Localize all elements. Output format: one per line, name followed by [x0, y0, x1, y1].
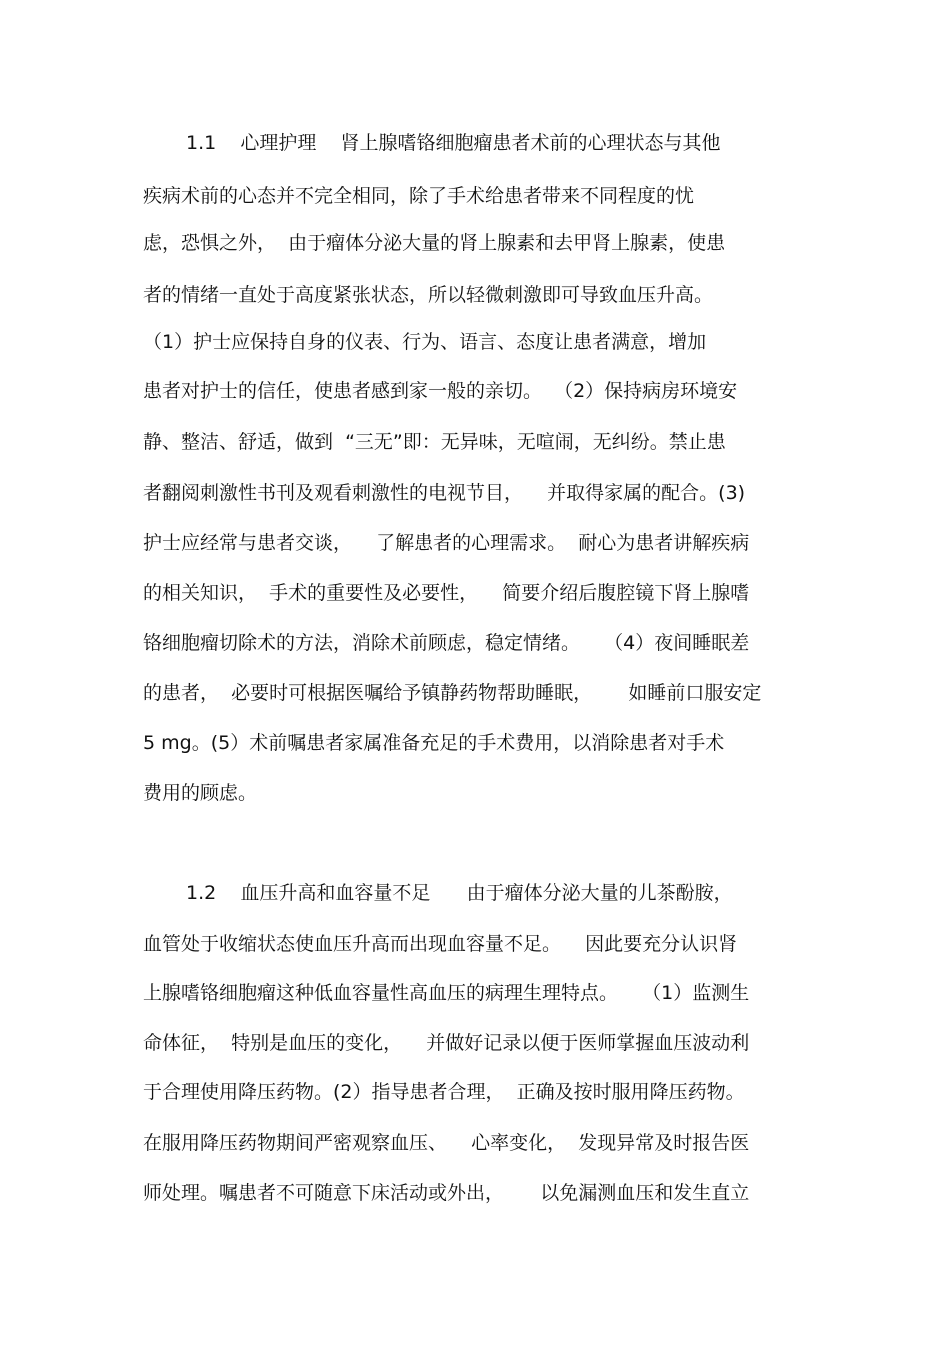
paragraph-line: 血管处于收缩状态使血压升高而出现血容量不足。 因此要充分认识肾: [143, 933, 738, 955]
paragraph-line: 者翻阅刺激性书刊及观看刺激性的电视节目， 并取得家属的配合。(3): [143, 482, 746, 504]
paragraph-line: 疾病术前的心态并不完全相同，除了手术给患者带来不同程度的忧: [143, 185, 695, 207]
paragraph-line: 的相关知识， 手术的重要性及必要性， 简要介绍后腹腔镜下肾上腺嗜: [143, 582, 750, 604]
paragraph-line: 5 mg。(5）术前嘱患者家属准备充足的手术费用，以消除患者对手术: [143, 732, 725, 754]
paragraph-line: 虑，恐惧之外， 由于瘤体分泌大量的肾上腺素和去甲肾上腺素，使患: [143, 232, 726, 254]
paragraph-line: 费用的顾虑。: [143, 782, 258, 804]
paragraph-line: （1）护士应保持自身的仪表、行为、语言、态度让患者满意，增加: [143, 331, 707, 353]
paragraph-line: 静、整洁、舒适，做到 “三无”即：无异味，无喧闹，无纠纷。禁止患: [143, 431, 726, 453]
paragraph-line: 1.2 血压升高和血容量不足 由于瘤体分泌大量的儿茶酚胺，: [186, 882, 733, 904]
paragraph-line: 护士应经常与患者交谈， 了解患者的心理需求。 耐心为患者讲解疾病: [143, 532, 750, 554]
paragraph-line: 患者对护士的信任，使患者感到家一般的亲切。 （2）保持病房环境安: [143, 380, 738, 402]
paragraph-line: 在服用降压药物期间严密观察血压、 心率变化， 发现异常及时报告医: [143, 1132, 750, 1154]
paragraph-line: 者的情绪一直处于高度紧张状态，所以轻微刺激即可导致血压升高。: [143, 284, 714, 306]
paragraph-line: 上腺嗜铬细胞瘤这种低血容量性高血压的病理生理特点。 （1）监测生: [143, 982, 750, 1004]
paragraph-line: 的患者， 必要时可根据医嘱给予镇静药物帮助睡眠， 如睡前口服安定: [143, 682, 762, 704]
paragraph-line: 铬细胞瘤切除术的方法，消除术前顾虑，稳定情绪。 （4）夜间睡眠差: [143, 632, 750, 654]
paragraph-line: 1.1 心理护理 肾上腺嗜铬细胞瘤患者术前的心理状态与其他: [186, 132, 721, 154]
paragraph-line: 于合理使用降压药物。(2）指导患者合理， 正确及按时服用降压药物。: [143, 1081, 745, 1103]
paragraph-line: 命体征， 特别是血压的变化， 并做好记录以便于医师掌握血压波动利: [143, 1032, 750, 1054]
paragraph-line: 师处理。嘱患者不可随意下床活动或外出， 以免漏测血压和发生直立: [143, 1182, 750, 1204]
